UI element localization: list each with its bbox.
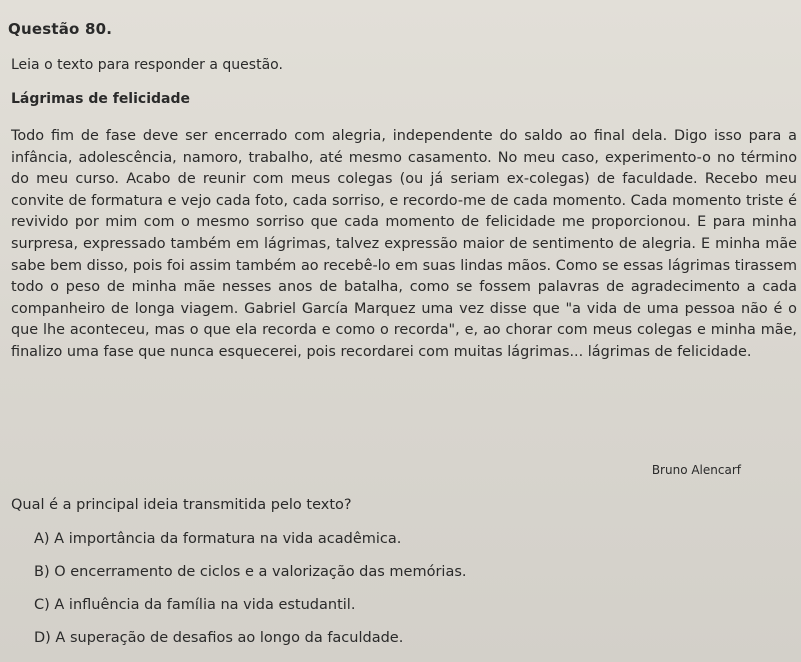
option-c[interactable]: C) A influência da família na vida estudantil.	[34, 597, 356, 613]
option-a[interactable]: A) A importância da formatura na vida acadêmica.	[34, 531, 402, 547]
reading-instruction: Leia o texto para responder a questão.	[11, 57, 283, 73]
option-d[interactable]: D) A superação de desafios ao longo da faculdade.	[34, 630, 404, 646]
author-credit: Bruno Alencarf	[651, 463, 741, 477]
reading-passage: Todo fim de fase deve ser encerrado com alegria, independente do saldo ao final dela. Digo isso para a infância, adolescência, namoro, trabalho, até mesmo casamento. No meu caso, experimento-o no término do meu curso. Acabo de reunir com meus colegas (ou já seriam ex-colegas) de faculdade. Recebo meu convite de formatura e vejo cada foto, cada sorriso, e recordo-me de cada momento. Cada momento triste é revivido por mim com o mesmo sorriso que cada momento de felicidade me proporcionou. E para minha surpresa, expressado também em lágrimas, talvez expressão maior de sentimento de alegria. E minha mãe sabe bem disso, pois foi assim também ao recebê-lo em suas lindas mãos. Como se essas lágrimas tirassem todo o peso de minha mãe nesses anos de batalha, como se fossem palavras de agradecimento a cada companheiro de longa viagem. Gabriel García Marquez uma vez disse que "a vida de uma pessoa não é o que lhe aconteceu, mas o que ela recorda e como o recorda", e, ao chorar com meus colegas e minha mãe, finalizo uma fase que nunca esquecerei, pois recordarei com muitas lágrimas... lágrimas de felicidade.	[11, 128, 797, 360]
answer-options	[34, 529, 467, 661]
question-number-heading: Questão 80.	[8, 20, 113, 38]
question-prompt: Qual é a principal ideia transmitida pelo texto?	[11, 497, 352, 513]
option-b[interactable]: B) O encerramento de ciclos e a valorização das memórias.	[34, 564, 467, 580]
text-title: Lágrimas de felicidade	[11, 91, 190, 107]
